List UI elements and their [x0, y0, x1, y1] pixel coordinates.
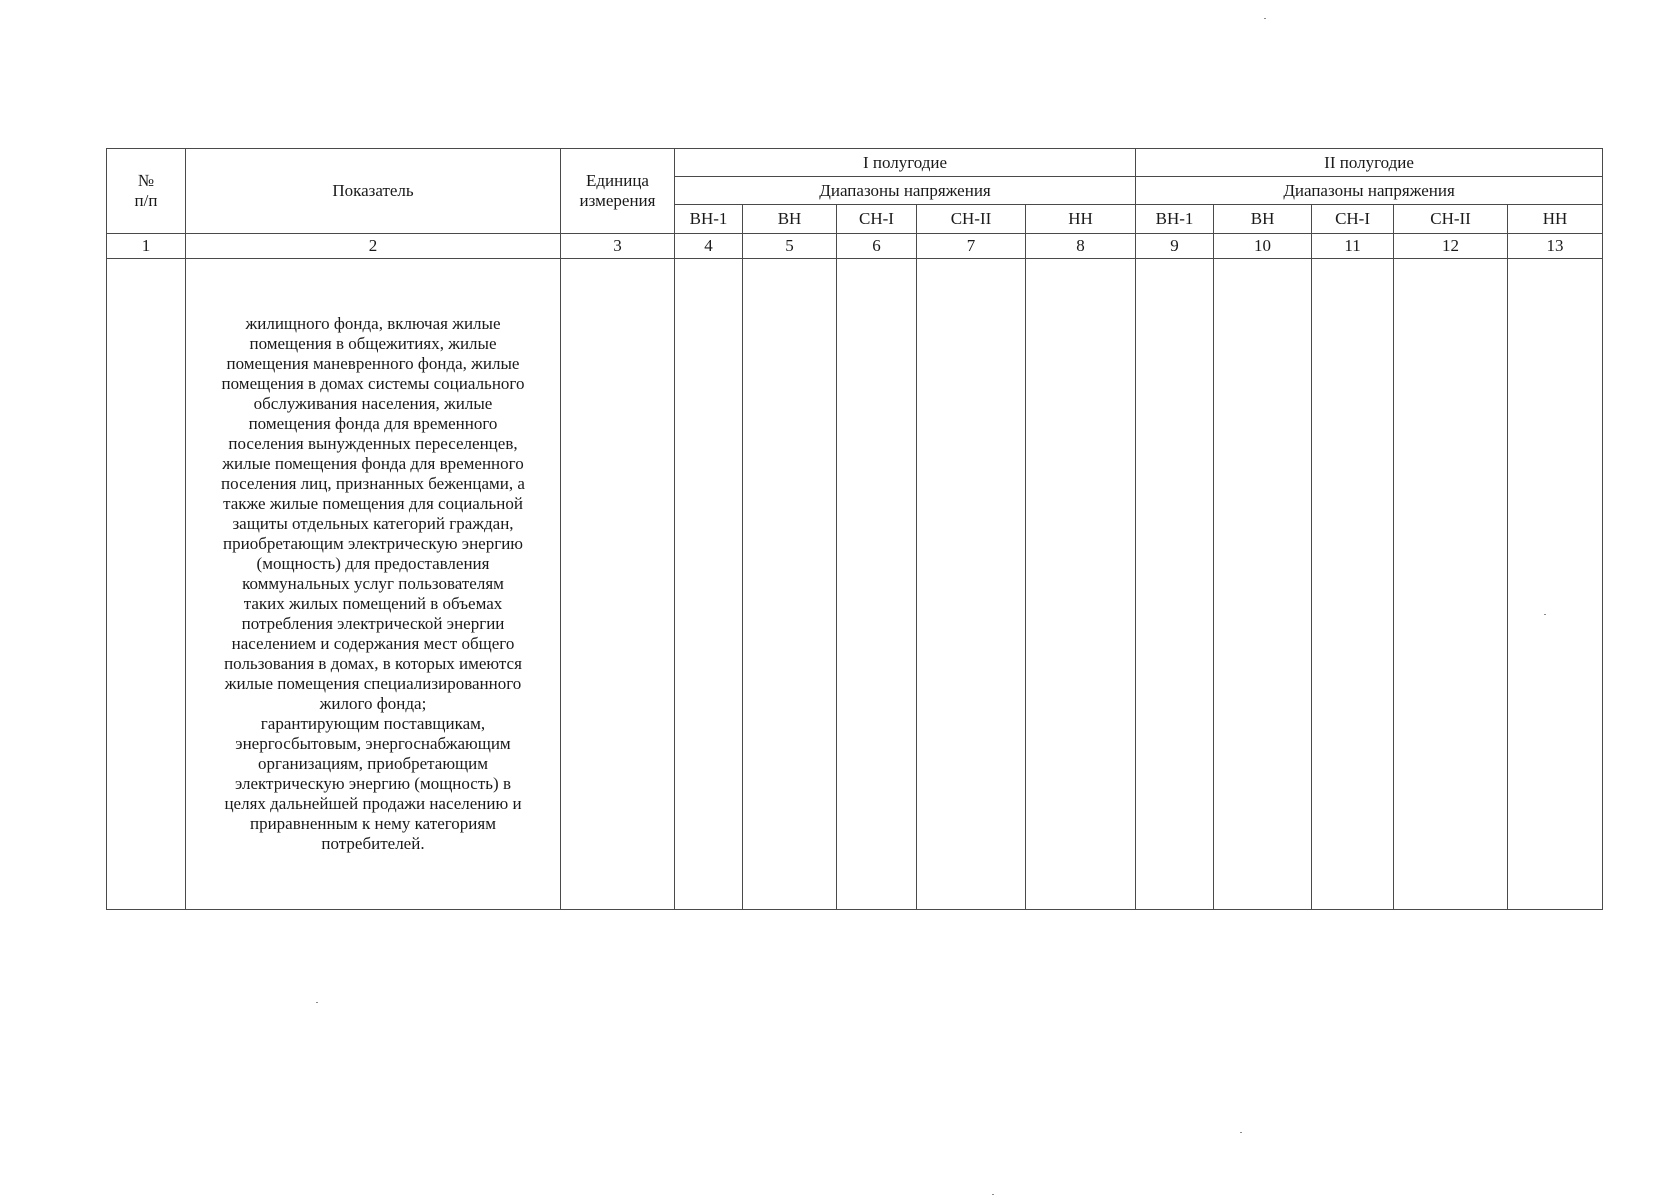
indicator-line: помещения в домах системы социального	[221, 374, 525, 393]
header-row-periods	[107, 149, 1603, 177]
header-level: НН	[1026, 205, 1136, 234]
value-cell-half1-sn2	[917, 259, 1026, 910]
scan-speck	[1240, 1132, 1242, 1133]
indicator-line: поселения лиц, признанных беженцами, а	[221, 474, 525, 493]
header-level: ВН-1	[1136, 205, 1214, 234]
indicator-line: жилищного фонда, включая жилые	[245, 314, 501, 333]
header-level: НН	[1508, 205, 1603, 234]
column-number: 11	[1312, 234, 1394, 259]
header-ranges1: Диапазоны напряжения	[675, 177, 1136, 205]
indicator-line: приобретающим электрическую энергию	[223, 534, 523, 553]
indicator-line: населением и содержания мест общего	[231, 634, 515, 653]
header-level: ВН	[1214, 205, 1312, 234]
indicator-line: электрическую энергию (мощность) в	[235, 774, 511, 793]
column-number: 5	[743, 234, 837, 259]
indicator-line: потребления электрической энергии	[241, 614, 505, 633]
column-number: 10	[1214, 234, 1312, 259]
indicator-line: гарантирующим поставщикам,	[260, 714, 486, 733]
column-number: 7	[917, 234, 1026, 259]
indicator-line: организациям, приобретающим	[258, 754, 488, 773]
indicator-line: потребителей.	[321, 834, 425, 853]
value-cell-half2-sn2	[1394, 259, 1508, 910]
value-cell-half1-sn1	[837, 259, 917, 910]
indicator-line: коммунальных услуг пользователям	[242, 574, 504, 593]
indicator-line: поселения вынужденных переселенцев,	[228, 434, 518, 453]
indicator-line: помещения фонда для временного	[248, 414, 498, 433]
indicator-line: целях дальнейшей продажи населению и	[224, 794, 522, 813]
value-cell-half2-sn1	[1312, 259, 1394, 910]
indicator-line: приравненным к нему категориям	[249, 814, 496, 833]
header-indicator: Показатель	[186, 149, 561, 234]
scan-speck	[316, 1002, 318, 1003]
indicator-text	[186, 259, 561, 910]
header-num: № п/п	[107, 149, 186, 234]
indicator-line: жилые помещения фонда для временного	[222, 454, 524, 473]
column-number: 8	[1026, 234, 1136, 259]
header-level: СН-I	[837, 205, 917, 234]
value-cell-half1-vn1	[675, 259, 743, 910]
value-cell-half1-nn	[1026, 259, 1136, 910]
value-cell-half2-nn	[1508, 259, 1603, 910]
header-level: ВН-1	[675, 205, 743, 234]
indicator-line: защиты отдельных категорий граждан,	[232, 514, 514, 533]
column-number: 4	[675, 234, 743, 259]
header-level: СН-II	[917, 205, 1026, 234]
indicator-line: помещения маневренного фонда, жилые	[226, 354, 520, 373]
column-number: 13	[1508, 234, 1603, 259]
indicator-line: помещения в общежитиях, жилые	[249, 334, 497, 353]
column-number: 12	[1394, 234, 1508, 259]
column-number-row	[107, 234, 1603, 259]
column-number: 2	[186, 234, 561, 259]
row-num-cell	[107, 259, 186, 910]
header-half2: II полугодие	[1136, 149, 1603, 177]
value-cell-half1-vn	[743, 259, 837, 910]
indicator-line: пользования в домах, в которых имеются	[224, 654, 522, 673]
header-unit: Единица измерения	[561, 149, 675, 234]
column-number: 3	[561, 234, 675, 259]
header-level: СН-II	[1394, 205, 1508, 234]
indicator-line: (мощность) для предоставления	[256, 554, 490, 573]
indicator-line: жилого фонда;	[319, 694, 427, 713]
value-cell-half2-vn1	[1136, 259, 1214, 910]
column-number: 9	[1136, 234, 1214, 259]
tariff-table	[106, 148, 1603, 910]
table-row	[107, 259, 1603, 910]
indicator-line: жилые помещения специализированного	[224, 674, 522, 693]
header-level: СН-I	[1312, 205, 1394, 234]
indicator-line: энергосбытовым, энергоснабжающим	[235, 734, 511, 753]
value-cell-half2-vn	[1214, 259, 1312, 910]
row-unit-cell	[561, 259, 675, 910]
header-level: ВН	[743, 205, 837, 234]
column-number: 6	[837, 234, 917, 259]
scan-speck	[992, 1194, 994, 1195]
indicator-line: обслуживания населения, жилые	[253, 394, 493, 413]
scan-speck	[1264, 18, 1266, 19]
column-number: 1	[107, 234, 186, 259]
header-ranges2: Диапазоны напряжения	[1136, 177, 1603, 205]
header-half1: I полугодие	[675, 149, 1136, 177]
indicator-line: таких жилых помещений в объемах	[243, 594, 503, 613]
tariff-table-sheet	[106, 148, 1603, 910]
indicator-line: также жилые помещения для социальной	[223, 494, 523, 513]
scan-speck	[1544, 614, 1546, 615]
